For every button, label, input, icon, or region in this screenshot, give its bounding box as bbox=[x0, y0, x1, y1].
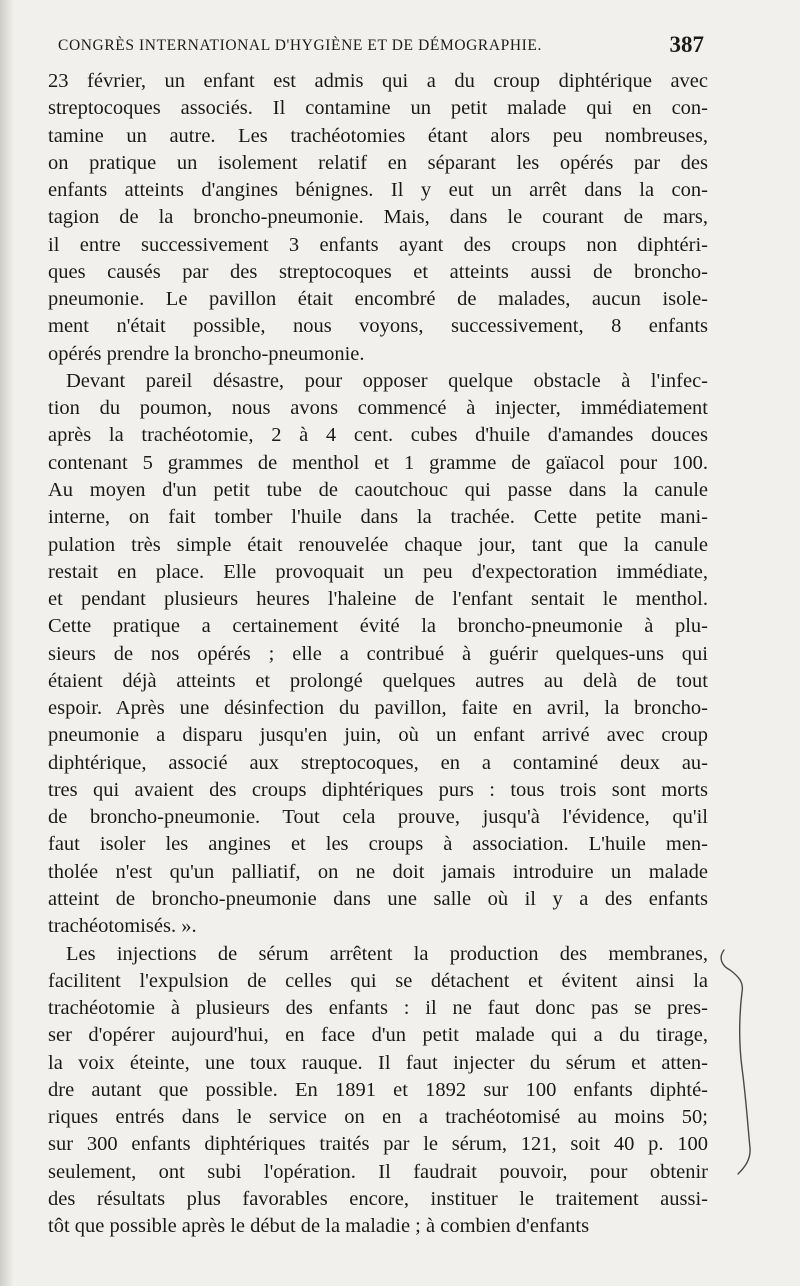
text-line: pulation très simple était renouvelée chaque jour, tant que la canule bbox=[48, 533, 708, 556]
text-line: seulement, ont subi l'opération. Il faudrait pouvoir, pour obtenir bbox=[48, 1160, 708, 1183]
text-line: streptocoques associés. Il contamine un petit malade qui en con- bbox=[48, 97, 708, 120]
text-line: et pendant plusieurs heures l'haleine de l'enfant sentait le menthol. bbox=[48, 588, 708, 611]
text-line: Les injections de sérum arrêtent la production des membranes, bbox=[66, 942, 708, 965]
text-line: 23 février, un enfant est admis qui a du croup diphtérique avec bbox=[48, 70, 708, 92]
text-line: la voix éteinte, une toux rauque. Il faut injecter du sérum et atten- bbox=[48, 1051, 708, 1074]
text-line: sieurs de nos opérés ; elle a contribué à guérir quelques-uns qui bbox=[48, 642, 708, 665]
text-line: après la trachéotomie, 2 à 4 cent. cubes d'huile d'amandes douces bbox=[48, 424, 708, 447]
text-line: étaient déjà atteints et prolongé quelques autres au delà de tout bbox=[48, 669, 708, 692]
page-number: 387 bbox=[669, 32, 704, 57]
text-line: enfants atteints d'angines bénignes. Il y eut un arrêt dans la con- bbox=[48, 179, 708, 202]
text-line: des résultats plus favorables encore, instituer le traitement aussi- bbox=[48, 1187, 708, 1210]
paragraph bbox=[48, 368, 708, 941]
body-text bbox=[48, 68, 708, 1240]
text-line: restait en place. Elle provoquait un peu d'expectoration immédiate, bbox=[48, 560, 708, 583]
text-line: de broncho-pneumonie. Tout cela prouve, jusqu'à l'évidence, qu'il bbox=[48, 806, 708, 829]
text-line: Devant pareil désastre, pour opposer quelque obstacle à l'infec- bbox=[66, 369, 708, 392]
text-line: on pratique un isolement relatif en séparant les opérés par des bbox=[48, 151, 708, 174]
text-line: interne, on fait tomber l'huile dans la trachée. Cette petite mani- bbox=[48, 506, 708, 529]
text-line: sur 300 enfants diphtériques traités par le sérum, 121, soit 40 p. 100 bbox=[48, 1133, 708, 1156]
text-line: tôt que possible après le début de la maladie ; à combien d'enfants bbox=[48, 1215, 590, 1238]
text-line: il entre successivement 3 enfants ayant des croups non diphtéri- bbox=[48, 233, 708, 256]
text-line: ment n'était possible, nous voyons, successivement, 8 enfants bbox=[48, 315, 708, 338]
text-line: tres qui avaient des croups diphtériques purs : tous trois sont morts bbox=[48, 778, 708, 801]
text-line: espoir. Après une désinfection du pavillon, faite en avril, la broncho- bbox=[48, 697, 708, 720]
text-line: trachéotomisés. ». bbox=[48, 915, 197, 938]
text-line: atteint de broncho-pneumonie dans une salle où il y a des enfants bbox=[48, 887, 708, 910]
running-title: CONGRÈS INTERNATIONAL D'HYGIÈNE ET DE DÉMOGRAPHIE. bbox=[58, 37, 542, 54]
text-line: riques entrés dans le service on en a trachéotomisé au moins 50; bbox=[48, 1106, 708, 1129]
text-line: tamine un autre. Les trachéotomies étant alors peu nombreuses, bbox=[48, 124, 708, 147]
text-line: tholée n'est qu'un palliatif, on ne doit jamais introduire un malade bbox=[48, 860, 708, 883]
text-line: contenant 5 grammes de menthol et 1 gramme de gaïacol pour 100. bbox=[48, 451, 708, 474]
text-line: opérés prendre la broncho-pneumonie. bbox=[48, 342, 365, 365]
text-line: facilitent l'expulsion de celles qui se détachent et évitent ainsi la bbox=[48, 969, 708, 992]
text-line: Cette pratique a certainement évité la broncho-pneumonie à plu- bbox=[48, 615, 708, 638]
text-line: ser d'opérer aujourd'hui, en face d'un petit malade qui a du tirage, bbox=[48, 1024, 708, 1047]
text-line: tion du poumon, nous avons commencé à injecter, immédiatement bbox=[48, 397, 708, 420]
text-line: diphtérique, associé aux streptocoques, en a contaminé deux au- bbox=[48, 751, 708, 774]
page-header bbox=[58, 34, 704, 66]
text-line: dre autant que possible. En 1891 et 1892 sur 100 enfants diphté- bbox=[48, 1078, 708, 1101]
text-line: Au moyen d'un petit tube de caoutchouc qui passe dans la canule bbox=[48, 478, 708, 501]
paragraph bbox=[48, 941, 708, 1241]
page-gutter-shadow bbox=[0, 0, 14, 1286]
text-line: faut isoler les angines et les croups à association. L'huile men- bbox=[48, 833, 708, 856]
text-line: ques causés par des streptocoques et atteints aussi de broncho- bbox=[48, 260, 708, 283]
text-line: pneumonie. Le pavillon était encombré de malades, aucun isole- bbox=[48, 288, 708, 311]
margin-bracket-mark bbox=[714, 948, 774, 1178]
text-line: trachéotomie à plusieurs des enfants : il ne faut donc pas se pres- bbox=[48, 997, 708, 1020]
text-line: tagion de la broncho-pneumonie. Mais, dans le courant de mars, bbox=[48, 206, 708, 229]
text-line: pneumonie a disparu jusqu'en juin, où un enfant arrivé avec croup bbox=[48, 724, 708, 747]
paragraph bbox=[48, 68, 708, 368]
